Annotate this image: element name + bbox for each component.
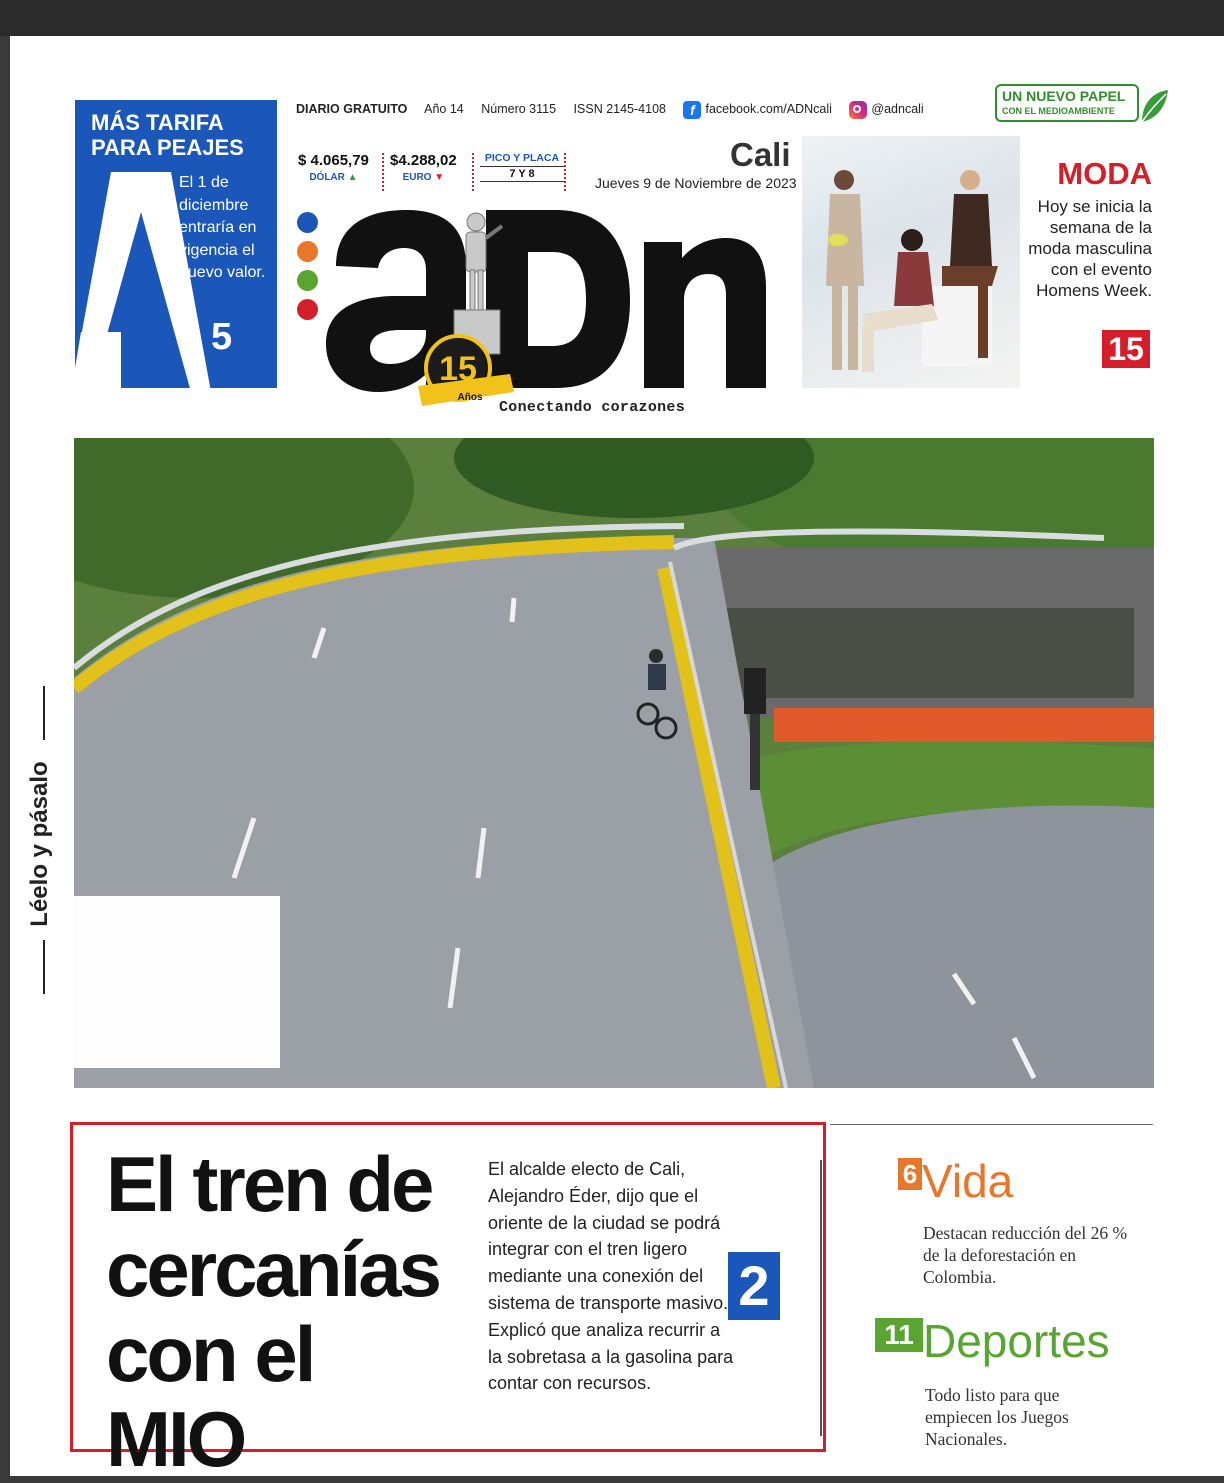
moda-page-number: 15 [1102,330,1150,368]
promo-title: MÁS TARIFA PARA PEAJES [91,110,244,160]
side-line-top [43,686,45,740]
blue-dot [297,212,318,233]
vida-text: Destacan reducción del 26 % de la deforestación en Colombia. [923,1223,1128,1287]
side-label: Léelo y pásalo [26,761,53,927]
badge-number: 15 [439,350,477,388]
divider [382,153,384,191]
viewer-top-bar [0,0,1224,36]
dollar-value: $ 4.065,79 [298,152,369,169]
pico-value: 7 Y 8 [480,167,564,182]
section-deportes[interactable] [875,1314,1110,1368]
paper-year: Año 14 [424,102,464,117]
blank-box [74,896,280,1068]
green-dot [297,270,318,291]
side-line-bottom [43,940,45,994]
badge-sub: Años [457,392,483,403]
facebook-icon: f [683,101,701,119]
facebook-link[interactable]: f facebook.com/ADNcali [683,102,831,116]
promo-page-number: 5 [211,316,233,358]
instagram-icon [849,101,867,119]
divider [472,153,474,191]
edition-city: Cali [730,136,791,173]
main-headline[interactable]: El tren de cercanías con el MIO [106,1140,439,1483]
newspaper-page [10,36,1224,1483]
paper-issn: ISSN 2145-4108 [573,102,666,117]
orange-dot [297,241,318,262]
deportes-page-number: 11 [875,1318,923,1352]
vida-title: Vida [922,1155,1014,1207]
edition-date: Jueves 9 de Noviembre de 2023 [595,175,797,191]
fashion-models-illustration [802,136,1020,388]
deportes-text: Todo listo para que empiecen los Juegos Nacionales. [925,1385,1069,1449]
eco-badge [995,84,1139,122]
promo-text: El 1 de diciembre entraría en vigencia el nuevo valor. [179,174,266,281]
divider [564,153,566,191]
column-divider [820,1160,822,1436]
euro-rate [390,152,457,183]
pico-label: PICO Y PLACA [480,152,564,167]
promo-box[interactable] [75,100,277,388]
section-vida[interactable] [898,1154,1013,1208]
down-arrow-icon: ▼ [434,172,445,183]
pico-y-placa [480,152,564,182]
dollar-label: DÓLAR ▲ [309,172,358,183]
red-dot [297,299,318,320]
euro-label: EURO ▼ [402,172,445,183]
header-meta [296,101,938,119]
moda-text: Hoy se inicia la semana de la moda masculina con el evento Homens Week. [1028,197,1152,300]
adn-logo[interactable] [326,206,766,392]
paper-type: DIARIO GRATUITO [296,102,408,117]
deportes-title: Deportes [923,1315,1110,1367]
main-story-page-number: 2 [728,1252,780,1320]
vida-page-number: 6 [898,1158,922,1190]
leaf-icon [1138,88,1170,124]
section-divider [830,1124,1153,1125]
main-story-text: El alcalde electo de Cali, Alejandro Éder, dijo que el oriente de la ciudad se podrá integrar con el tren ligero mediante una conexión del sistema de transporte masivo. Explicó que analiza recurrir a la sobretasa a la gasolina para contar con recursos. [488,1159,734,1394]
paper-issue: Número 3115 [481,102,557,117]
moda-title: MODA [1057,156,1152,191]
instagram-link[interactable]: @adncali [849,102,923,116]
logo-tagline: Conectando corazones [499,399,686,416]
up-arrow-icon: ▲ [347,172,358,183]
eco-line-1: UN NUEVO PAPEL [1002,88,1126,104]
euro-value: $4.288,02 [390,152,457,169]
fashion-photo[interactable] [802,136,1020,388]
eco-line-2: CON EL MEDIOAMBIENTE [1002,106,1115,116]
color-dots [297,212,319,328]
dollar-rate [298,152,369,183]
